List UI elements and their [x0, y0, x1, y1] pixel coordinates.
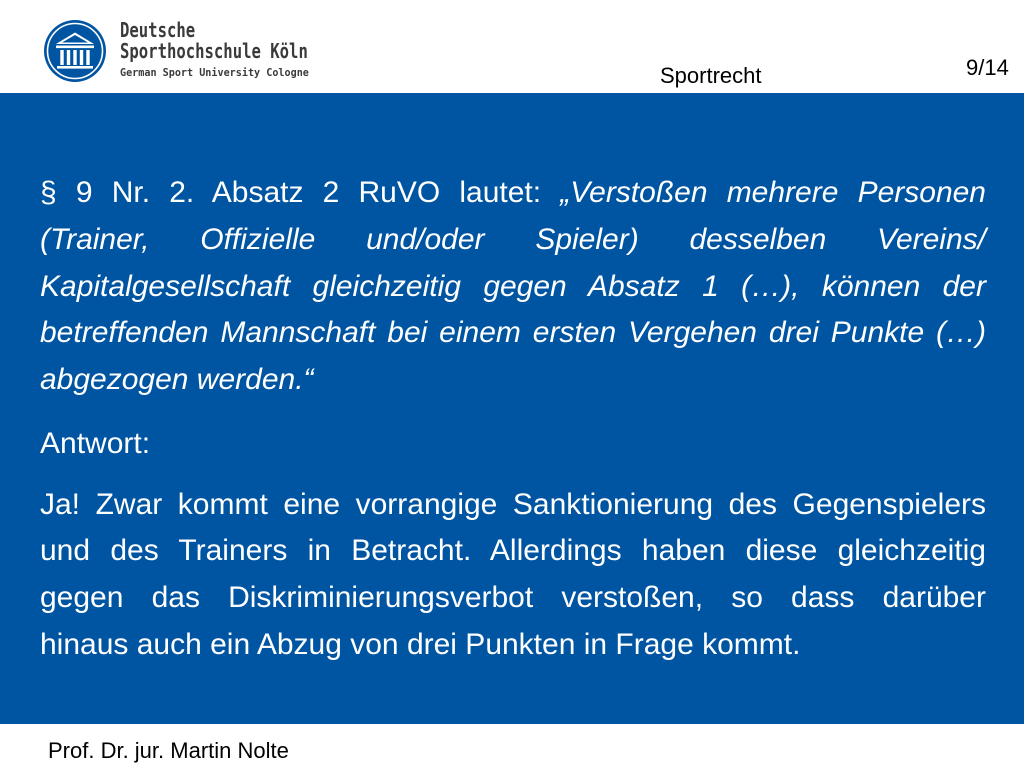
- course-title: Sportrecht: [660, 63, 762, 88]
- answer-heading: Antwort:: [40, 426, 151, 460]
- quote-line: abgezogen werden.“: [40, 363, 314, 396]
- answer-line: Ja! Zwar kommt eine vorrangige Sanktionierung des Gegenspielers: [40, 487, 986, 521]
- answer-line: und des Trainers in Betracht. Allerdings haben diese gleichzeitig: [40, 534, 986, 568]
- answer-paragraph: [40, 482, 986, 669]
- logo-text-line2: Sporthochschule Köln: [120, 39, 308, 63]
- slide-content: [40, 170, 986, 669]
- quote-line: (Trainer, Offizielle und/oder Spieler) desselben Vereins/: [40, 222, 986, 256]
- content-band: [0, 93, 1024, 724]
- slide-number: 9/14: [966, 55, 1009, 80]
- answer-line: hinaus auch ein Abzug von drei Punkten in Frage kommt.: [40, 627, 801, 661]
- quote-text: „Verstoßen mehrere Personen: [560, 176, 986, 209]
- quote-line: betreffenden Mannschaft bei einem ersten Vergehen drei Punkte (…): [40, 316, 986, 350]
- author-name: Prof. Dr. jur. Martin Nolte: [48, 738, 289, 763]
- quote-line: Kapitalgesellschaft gleichzeitig gegen Absatz 1 (…), können der: [40, 269, 986, 303]
- logo-text-line3: German Sport University Cologne: [120, 66, 309, 79]
- question-paragraph: [40, 170, 986, 404]
- answer-line: gegen das Diskriminierungsverbot verstoßen, so dass darüber: [40, 581, 986, 614]
- legal-citation: § 9 Nr. 2. Absatz 2 RuVO lautet:: [40, 176, 561, 209]
- logo-text-line1: Deutsche: [120, 18, 196, 42]
- university-building-icon: [43, 19, 107, 83]
- text-line: [40, 170, 986, 217]
